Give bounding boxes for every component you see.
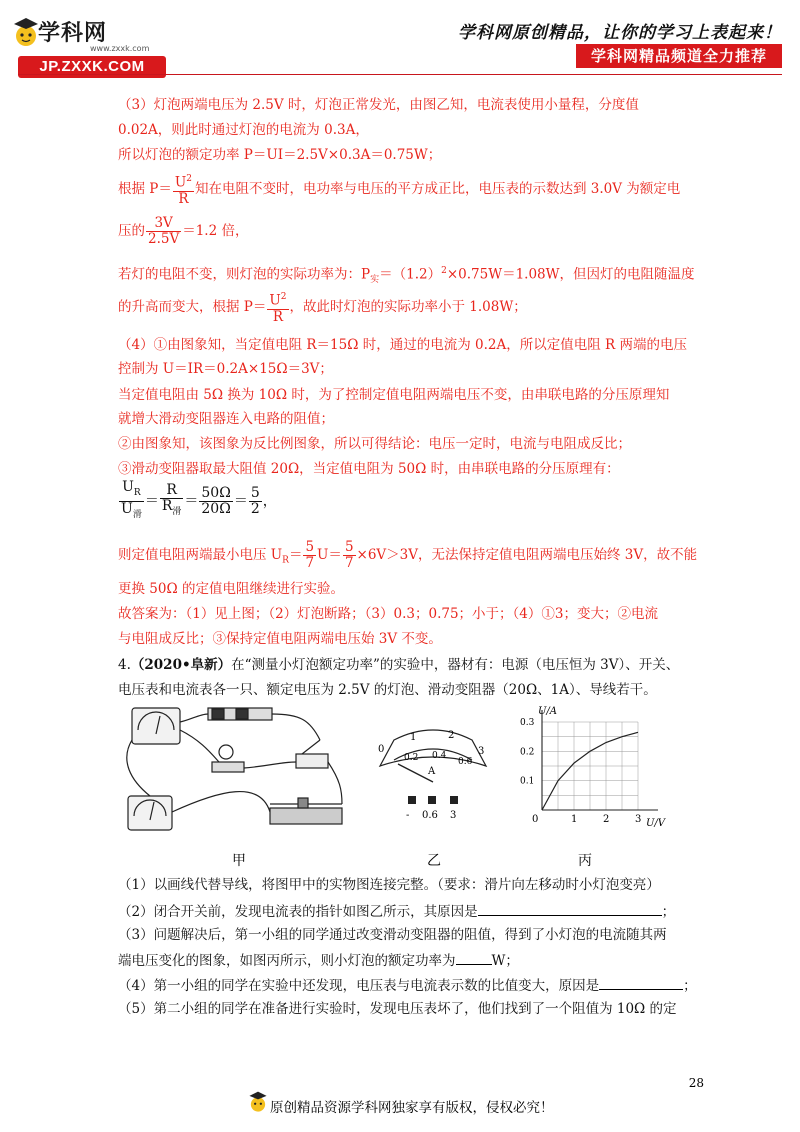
graph-xlabel: U/V bbox=[646, 818, 666, 829]
answer-blank[interactable] bbox=[599, 975, 683, 990]
question-4-part-3: 端电压变化的图象，如图丙所示，则小灯泡的额定功率为 W； bbox=[118, 950, 519, 970]
question-4-part-4: （4）第一小组的同学在实验中还发现，电压表与电流表示数的比值变大，原因是 ； bbox=[118, 975, 697, 995]
answer-blank[interactable] bbox=[478, 901, 662, 916]
ammeter-scale-bottom: 0.2 bbox=[404, 753, 419, 763]
figure-label-bing: 丙 bbox=[578, 853, 592, 869]
terminal-label: 0.6 bbox=[422, 810, 438, 821]
question-4-stem: 电压表和电流表各一只、额定电压为 2.5V 的灯泡、滑动变阻器（20Ω、1A）、导线若干。 bbox=[118, 682, 657, 698]
fraction: $\frac{U_R}{U_滑}$ bbox=[121, 479, 142, 520]
logo-url: JP.ZXXK.COM bbox=[18, 56, 166, 78]
y-tick-label: 0.3 bbox=[520, 718, 535, 728]
solution-line: 所以灯泡的额定功率 P＝UI＝2.5V×0.3A＝0.75W； bbox=[118, 147, 442, 163]
fraction: $\frac{U^2}{R}$ bbox=[269, 292, 287, 325]
header-slogan: 学科网原创精品，让你的学习上表起来！ bbox=[458, 23, 782, 43]
fraction: $\frac{R}{R_滑}$ bbox=[161, 481, 182, 517]
x-tick-label: 0 bbox=[532, 814, 539, 825]
solution-line: 若灯的电阻不变，则灯泡的实际功率为：$P_实=(1.2)^2\times 0.75W=1.08W$，但因灯的电阻随温度 bbox=[118, 266, 695, 286]
solution-line: 就增大滑动变阻器连入电路的阻值； bbox=[118, 411, 334, 427]
mascot-icon bbox=[12, 16, 40, 52]
fraction: $\frac{50\Omega}{20\Omega}$ bbox=[201, 484, 231, 517]
solution-line-formula: 压的 $\frac{3V}{2.5V}$ ＝1.2 倍， bbox=[118, 215, 249, 247]
solution-line: （4）①由图象知，当定值电阻 R＝15Ω 时，通过的电流为 0.2A，所以定值电阻 R 两端的电压 bbox=[118, 337, 687, 353]
ammeter-scale-top: 3 bbox=[478, 746, 485, 757]
x-tick-label: 3 bbox=[635, 814, 642, 825]
solution-line-formula: 根据 P＝ $\frac{U^2}{R}$ 知在电阻不变时，电功率与电压的平方成正比，电压表的示数达到 3.0V 为额定电 bbox=[118, 174, 681, 207]
solution-line: ③滑动变阻器取最大阻值 20Ω，当定值电阻为 50Ω 时，由串联电路的分压原理有： bbox=[118, 461, 620, 477]
fraction: $\frac{5}{7}$ bbox=[344, 539, 354, 571]
logo-url-small: www.zxxk.com bbox=[90, 44, 150, 53]
solution-line-formula: 则定值电阻两端最小电压 $U_R=$ $\frac{5}{7}$ U＝ $\frac{5}{7}$ ×6V＞3V，无法保持定值电阻两端电压始终 3V，故不能 bbox=[118, 539, 698, 571]
answer-blank[interactable] bbox=[456, 950, 492, 965]
ammeter-dial-figure bbox=[372, 720, 494, 830]
solution-answer: 故答案为：（1）见上图；（2）灯泡断路；（3）0.3；0.75；小于；（4）①3；变大；②电流 bbox=[118, 606, 658, 622]
ammeter-scale-top: 0 bbox=[378, 744, 385, 755]
solution-line: 当定值电阻由 5Ω 换为 10Ω 时，为了控制定值电阻两端电压不变，由串联电路的分压原理知 bbox=[118, 387, 670, 403]
question-4-stem: 4.（2020•阜新）在“测量小灯泡额定功率”的实验中，器材有：电源（电压恒为 3V）、开关、 bbox=[118, 657, 680, 673]
figure-label-jia: 甲 bbox=[232, 853, 246, 869]
solution-line-formula: 的升高而变大，根据 P＝ $\frac{U^2}{R}$ ，故此时灯泡的实际功率小于 1.08W； bbox=[118, 292, 527, 325]
solution-line: 0.02A，则此时通过灯泡的电流为 0.3A， bbox=[118, 122, 369, 138]
question-4-part-2: （2）闭合开关前，发现电流表的指针如图乙所示，其原因是 ； bbox=[118, 901, 675, 921]
fraction: $\frac{5}{2}$ bbox=[250, 484, 260, 517]
header-divider bbox=[18, 74, 782, 75]
ammeter-scale-top: 2 bbox=[448, 730, 455, 741]
y-tick-label: 0.2 bbox=[520, 747, 535, 758]
terminal-label: - bbox=[406, 810, 410, 821]
fraction: $\frac{U^2}{R}$ bbox=[174, 174, 192, 207]
solution-line: （3）灯泡两端电压为 2.5V 时，灯泡正常发光，由图乙知，电流表使用小量程，分度值 bbox=[118, 97, 639, 113]
solution-answer: 与电阻成反比；③保持定值电阻两端电压始 3V 不变。 bbox=[118, 631, 442, 647]
circuit-diagram bbox=[120, 700, 350, 840]
terminal-label: 3 bbox=[450, 810, 457, 821]
mascot-icon bbox=[248, 1090, 268, 1116]
solution-line: 更换 50Ω 的定值电阻继续进行实验。 bbox=[118, 581, 344, 597]
iu-graph bbox=[518, 702, 668, 832]
question-4-part-1: （1）以画线代替导线，将图甲中的实物图连接完整。（要求：滑片向左移动时小灯泡变亮） bbox=[118, 877, 660, 893]
question-4-part-5: （5）第二小组的同学在准备进行实验时，发现电压表坏了，他们找到了一个阻值为 10Ω 的定 bbox=[118, 1001, 677, 1017]
fraction: $\frac{3V}{2.5V}$ bbox=[148, 215, 180, 247]
solution-line: 控制为 U＝IR＝0.2A×15Ω＝3V； bbox=[118, 361, 333, 377]
site-logo bbox=[12, 16, 162, 78]
x-tick-label: 2 bbox=[603, 814, 610, 825]
ammeter-scale-top: 1 bbox=[410, 732, 417, 743]
y-tick-label: 0.1 bbox=[520, 776, 535, 787]
solution-line: ②由图象知，该图象为反比例图象，所以可得结论：电压一定时，电流与电阻成反比； bbox=[118, 436, 631, 452]
fraction: $\frac{5}{7}$ bbox=[305, 539, 315, 571]
footer-copyright: 原创精品资源学科网独家享有版权，侵权必究！ bbox=[270, 1100, 554, 1116]
graph-ylabel: U/A bbox=[538, 706, 558, 717]
page-number: 28 bbox=[688, 1076, 704, 1090]
ammeter-scale-bottom: 0.6 bbox=[458, 757, 473, 767]
logo-text: 学科网 bbox=[38, 21, 108, 46]
ammeter-scale-bottom: 0.4 bbox=[432, 751, 447, 761]
ammeter-unit: A bbox=[428, 766, 436, 777]
question-4-part-3: （3）问题解决后，第一小组的同学通过改变滑动变阻器的阻值，得到了小灯泡的电流随其两 bbox=[118, 927, 667, 943]
x-tick-label: 1 bbox=[571, 814, 578, 825]
header-banner: 学科网精品频道全力推荐 bbox=[576, 44, 782, 68]
figure-label-yi: 乙 bbox=[427, 853, 441, 869]
ratio-equation: $\frac{U_R}{U_滑}$ ＝ $\frac{R}{R_滑}$ ＝ $\frac{50\Omega}{20\Omega}$ ＝ $\frac{5}{2}$ ， bbox=[118, 480, 277, 523]
